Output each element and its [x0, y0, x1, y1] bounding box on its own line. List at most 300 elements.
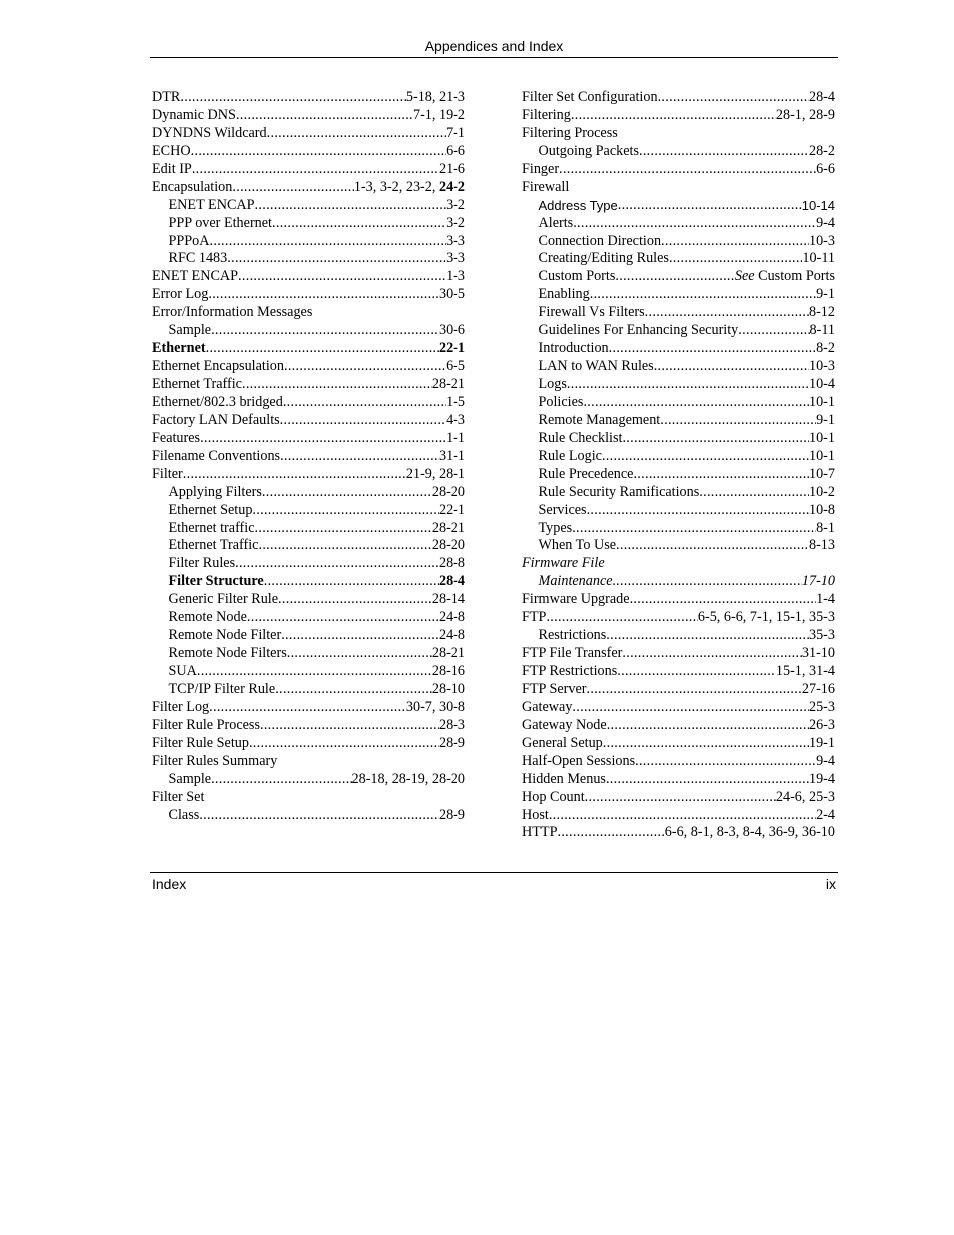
dot-leader: [618, 125, 835, 143]
index-term: Ethernet/802.3 bridged: [152, 393, 283, 410]
dot-leader: [622, 645, 802, 663]
index-term: Firmware Upgrade: [522, 591, 630, 608]
index-entry: [152, 233, 465, 251]
index-pages: [816, 215, 835, 233]
page-numbers: 28-2: [808, 142, 835, 159]
index-entry: [152, 484, 465, 502]
index-term: Outgoing Packets: [538, 142, 639, 159]
index-entry: [152, 268, 465, 286]
index-entry: [152, 322, 465, 340]
index-entry: [152, 627, 465, 645]
index-pages: [816, 286, 835, 304]
dot-leader: [572, 699, 809, 717]
index-pages: [446, 125, 465, 143]
page-numbers: 1-1: [446, 429, 465, 446]
page-numbers: 9-4: [816, 214, 835, 231]
index-entry: [522, 304, 835, 322]
page-numbers: 8-12: [808, 304, 835, 321]
index-entry: [522, 771, 835, 789]
index-pages: [816, 753, 835, 771]
index-entry: [522, 573, 835, 591]
dot-leader: [567, 376, 809, 394]
index-entry: [522, 627, 835, 645]
index-term: Gateway: [522, 698, 573, 715]
index-pages: [446, 268, 465, 286]
header-title: Appendices and Index: [424, 38, 564, 54]
index-term: Connection Direction: [538, 232, 662, 249]
index-pages: [446, 215, 465, 233]
index-term: DTR: [152, 89, 181, 105]
page-numbers: 30-5: [438, 286, 465, 303]
index-term: When To Use: [538, 537, 617, 554]
dot-leader: [617, 663, 776, 681]
dot-leader: [260, 717, 439, 735]
index-pages: [432, 537, 465, 555]
dot-leader: [572, 520, 816, 538]
index-term: Types: [538, 519, 573, 536]
index-pages: [439, 286, 465, 304]
index-term: Sample: [168, 322, 212, 339]
index-pages: [809, 699, 835, 717]
index-pages: [439, 555, 465, 573]
dot-leader: [602, 448, 809, 466]
index-pages: [439, 502, 465, 520]
dot-leader: [645, 304, 809, 322]
index-entry: [152, 699, 465, 717]
index-entry: [152, 591, 465, 609]
index-pages: [432, 484, 465, 502]
dot-leader: [658, 89, 809, 107]
dot-leader: [232, 179, 353, 197]
index-column-right: [522, 89, 835, 842]
index-term: Logs: [538, 376, 567, 392]
dot-leader: [280, 448, 439, 466]
index-pages: [809, 502, 835, 520]
index-entry: [152, 609, 465, 627]
page-numbers: 35-3: [808, 627, 835, 644]
page-numbers: 28-3: [438, 716, 465, 733]
index-entry: [152, 197, 465, 215]
index-term: Error Log: [152, 286, 209, 303]
page-numbers: 28-8: [438, 555, 465, 572]
index-pages: [776, 789, 835, 807]
dot-leader: [249, 735, 439, 753]
page-numbers: 19-4: [808, 770, 835, 787]
page-numbers: 28-20: [431, 483, 465, 500]
index-term: Filter Rules Summary: [152, 752, 278, 769]
index-entry: [522, 286, 835, 304]
index-term: General Setup: [522, 734, 603, 751]
index-pages: [802, 681, 835, 699]
dot-leader: [669, 250, 802, 268]
dot-leader: [235, 555, 439, 573]
dot-leader: [699, 484, 809, 502]
page-numbers: 1-4: [816, 591, 835, 608]
page-numbers: 28-9: [438, 806, 465, 823]
index-term: Policies: [538, 393, 584, 410]
dot-leader: [606, 771, 809, 789]
page-numbers: 7-1, 19-2: [412, 106, 465, 123]
dot-leader: [559, 161, 816, 179]
dot-leader: [211, 771, 351, 789]
index-pages: [439, 448, 465, 466]
index-entry: [152, 681, 465, 699]
index-entry: [152, 143, 465, 161]
index-pages: [439, 735, 465, 753]
footer-section-label: Index: [152, 876, 187, 892]
page-numbers: 9-1: [816, 286, 835, 303]
index-entry: [522, 394, 835, 412]
index-term: Firmware File: [522, 555, 605, 572]
index-pages: [446, 143, 465, 161]
index-term: FTP: [522, 609, 547, 626]
dot-leader: [208, 286, 439, 304]
page-numbers: 9-4: [816, 752, 835, 769]
index-pages: [816, 161, 835, 179]
index-pages: [809, 466, 835, 484]
dot-leader: [200, 430, 446, 448]
page-numbers: 19-1: [808, 734, 835, 751]
index-term: Remote Management: [538, 411, 661, 428]
index-entry: [522, 789, 835, 807]
index-column-left: [152, 89, 465, 824]
page-numbers: 6-6: [816, 160, 835, 177]
dot-leader: [280, 412, 446, 430]
index-term: Ethernet Traffic: [152, 376, 242, 392]
index-entry: [522, 179, 835, 197]
index-pages: [809, 448, 835, 466]
index-pages: [816, 412, 835, 430]
index-entry: [522, 215, 835, 233]
index-entry: [522, 125, 835, 143]
index-entry: [152, 555, 465, 573]
dot-leader: [660, 412, 816, 430]
index-pages: [439, 573, 465, 591]
dot-leader: [633, 466, 809, 484]
index-entry: [522, 412, 835, 430]
index-entry: [522, 484, 835, 502]
page-numbers: 28-16: [431, 663, 465, 679]
index-entry: [522, 250, 835, 268]
page-numbers: 21-9, 28-1: [405, 465, 465, 482]
page-numbers: 5-18, 21-3: [405, 89, 465, 105]
dot-leader: [236, 107, 413, 125]
index-term: Class: [168, 806, 200, 823]
index-entry: [152, 358, 465, 376]
index-term: Filter Rules: [168, 555, 236, 572]
index-entry: [522, 645, 835, 663]
index-term: Remote Node Filter: [168, 627, 282, 644]
index-term: PPP over Ethernet: [168, 214, 273, 231]
page-numbers: 10-2: [808, 483, 835, 500]
index-term: FTP File Transfer: [522, 645, 623, 662]
page-numbers: 8-2: [816, 340, 835, 357]
page-numbers: 22-1: [438, 501, 465, 518]
index-term: Host: [522, 806, 549, 823]
index-term: Custom Ports: [538, 268, 616, 285]
index-term: Rule Security Ramifications: [538, 483, 700, 500]
page-numbers: 6-6: [446, 142, 465, 159]
index-entry: [522, 753, 835, 771]
index-term: Encapsulation: [152, 178, 233, 195]
index-term: Generic Filter Rule: [168, 591, 279, 608]
index-entry: [522, 448, 835, 466]
index-entry: [152, 89, 465, 107]
index-term: Hop Count: [522, 788, 585, 805]
index-pages: [446, 250, 465, 268]
page-numbers: 10-3: [808, 232, 835, 249]
page-numbers-primary: 24-2: [438, 178, 465, 195]
index-term: Introduction: [538, 340, 609, 357]
dot-leader: [191, 143, 446, 161]
index-term: Ethernet traffic: [168, 519, 255, 536]
dot-leader: [272, 215, 446, 233]
index-pages: [432, 681, 465, 699]
dot-leader: [590, 286, 816, 304]
dot-leader: [615, 268, 735, 286]
page-numbers: 9-1: [816, 411, 835, 428]
page-numbers: 15-1, 31-4: [775, 663, 835, 679]
index-term: Filter Log: [152, 698, 210, 715]
dot-leader: [605, 555, 835, 573]
index-term: ENET ENCAP: [152, 268, 239, 285]
index-pages: [809, 376, 835, 394]
dot-leader: [583, 394, 809, 412]
page-numbers: 24-8: [438, 609, 465, 626]
dot-leader: [635, 753, 816, 771]
dot-leader: [587, 502, 809, 520]
dot-leader: [587, 681, 802, 699]
dot-leader: [264, 573, 439, 591]
index-term: HTTP: [522, 824, 558, 841]
page-numbers: 8-11: [809, 322, 835, 339]
dot-leader: [197, 663, 432, 681]
dot-leader: [267, 125, 446, 143]
page-numbers: 31-1: [438, 447, 465, 464]
page-numbers: 31-10: [801, 645, 835, 662]
index-entry: [152, 376, 465, 394]
index-entry: [152, 663, 465, 681]
page-numbers: 3-3: [446, 250, 465, 267]
index-term: Filter: [152, 465, 183, 482]
dot-leader: [585, 789, 776, 807]
index-pages: [446, 430, 465, 448]
index-entry: [522, 591, 835, 609]
index-pages: [776, 107, 835, 125]
page-numbers: 3-2: [446, 214, 465, 231]
dot-leader: [573, 215, 816, 233]
index-entry: [522, 322, 835, 340]
index-pages: [446, 233, 465, 251]
dot-leader: [255, 197, 447, 215]
index-term: Services: [538, 501, 587, 518]
page-numbers: 6-5: [446, 358, 465, 375]
index-term: FTP Restrictions: [522, 663, 618, 679]
index-term: Ethernet Setup: [168, 501, 253, 518]
index-entry: [522, 663, 835, 681]
dot-leader: [607, 717, 809, 735]
index-term: Dynamic DNS: [152, 106, 236, 123]
index-entry: [522, 537, 835, 555]
page-numbers: 7-1: [446, 124, 465, 141]
page-numbers: 4-3: [446, 411, 465, 428]
index-term: Firewall Vs Filters: [538, 304, 645, 321]
index-term: Remote Node: [168, 609, 247, 626]
index-entry: [522, 268, 835, 286]
page-numbers: 24-8: [438, 627, 465, 644]
index-entry: [152, 502, 465, 520]
index-pages: [446, 358, 465, 376]
index-pages: [432, 645, 465, 663]
index-pages: [406, 89, 465, 107]
dot-leader: [204, 789, 465, 807]
page-footer: [150, 872, 838, 892]
index-entry: [522, 824, 835, 842]
dot-leader: [258, 537, 431, 555]
index-entry: [152, 340, 465, 358]
index-term: Address Type: [538, 197, 618, 213]
page-numbers: 28-21: [431, 519, 465, 536]
page-numbers: 28-10: [431, 680, 465, 697]
see-reference: See: [734, 268, 755, 285]
index-entry: [152, 448, 465, 466]
index-pages: [439, 340, 465, 358]
page-numbers: 6-6, 8-1, 8-3, 8-4, 36-9, 36-10: [664, 824, 835, 841]
index-pages: [809, 358, 835, 376]
index-pages: [406, 699, 465, 717]
page-numbers: 22-1: [438, 340, 465, 357]
index-term: Ethernet Traffic: [168, 537, 259, 554]
index-term: PPPoA: [168, 232, 210, 249]
dot-leader: [277, 753, 465, 771]
index-term: Rule Precedence: [538, 465, 634, 482]
index-term: Remote Node Filters: [168, 645, 287, 662]
page-numbers: 27-16: [801, 680, 835, 697]
index-entry: [522, 520, 835, 538]
index-term: Ethernet: [152, 340, 206, 357]
dot-leader: [252, 502, 439, 520]
page-numbers: 28-4: [438, 573, 465, 590]
page-numbers: 25-3: [808, 698, 835, 715]
dot-leader: [284, 358, 446, 376]
page-numbers: 28-14: [431, 591, 465, 608]
index-entry: [522, 143, 835, 161]
index-pages: [809, 143, 835, 161]
index-term: Restrictions: [538, 627, 607, 644]
index-term: FTP Server: [522, 680, 587, 697]
page-numbers: 10-7: [808, 465, 835, 482]
page-numbers: 28-9: [438, 734, 465, 751]
index-entry: [522, 197, 835, 215]
index-term: SUA: [168, 663, 197, 679]
index-pages: [735, 268, 835, 286]
page-numbers: 1-5: [446, 393, 465, 410]
index-term: Features: [152, 429, 201, 446]
index-pages: [809, 89, 835, 107]
dot-leader: [278, 591, 432, 609]
index-pages: [809, 771, 835, 789]
page-numbers: 28-4: [808, 89, 835, 105]
dot-leader: [622, 430, 809, 448]
index-term: Filter Rule Setup: [152, 734, 249, 751]
dot-leader: [654, 358, 809, 376]
index-pages: [439, 609, 465, 627]
index-term: Half-Open Sessions: [522, 752, 636, 769]
page-numbers: 10-1: [808, 447, 835, 464]
page-numbers: 2-4: [816, 806, 835, 823]
page-numbers: 1-3: [446, 268, 465, 285]
index-entry: [152, 735, 465, 753]
dot-leader: [613, 573, 802, 591]
index-entry: [152, 394, 465, 412]
index-entry: [152, 250, 465, 268]
dot-leader: [571, 107, 776, 125]
index-entry: [152, 304, 465, 322]
dot-leader: [557, 824, 664, 842]
index-term: Filter Rule Process: [152, 716, 260, 733]
index-pages: [809, 717, 835, 735]
index-entry: [152, 125, 465, 143]
index-entry: [522, 107, 835, 125]
index-pages: [439, 627, 465, 645]
index-pages: [432, 663, 465, 681]
index-pages: [802, 645, 835, 663]
index-entry: [522, 681, 835, 699]
page-numbers: 21-6: [438, 160, 465, 177]
page-numbers: 1-3, 3-2, 23-2,: [353, 178, 439, 195]
dot-leader: [180, 89, 406, 107]
page-numbers: 30-7, 30-8: [405, 698, 465, 715]
index-entry: [522, 807, 835, 825]
index-pages: [354, 179, 465, 197]
index-entry: [152, 573, 465, 591]
index-entry: [522, 161, 835, 179]
page-numbers: 8-13: [808, 537, 835, 554]
index-pages: [439, 717, 465, 735]
index-pages: [816, 807, 835, 825]
page-numbers: 10-14: [801, 197, 835, 213]
page-numbers: 10-3: [808, 358, 835, 375]
index-term: Factory LAN Defaults: [152, 411, 280, 428]
index-term: Enabling: [538, 286, 590, 303]
page-numbers: 28-18, 28-19, 28-20: [351, 770, 465, 787]
footer-page-number: ix: [825, 876, 836, 892]
index-entry: [152, 215, 465, 233]
dot-leader: [275, 681, 432, 699]
dot-leader: [262, 484, 432, 502]
index-pages: [432, 591, 465, 609]
dot-leader: [616, 537, 809, 555]
index-term: Filter Structure: [168, 573, 264, 590]
dot-leader: [661, 233, 809, 251]
dot-leader: [255, 520, 432, 538]
index-entry: [152, 645, 465, 663]
index-entry: [522, 340, 835, 358]
index-entry: [522, 502, 835, 520]
index-entry: [152, 430, 465, 448]
dot-leader: [242, 376, 432, 394]
dot-leader: [549, 807, 816, 825]
page-numbers: 30-6: [438, 322, 465, 339]
page-numbers: 28-20: [431, 537, 465, 554]
dot-leader: [238, 268, 446, 286]
index-term: Rule Checklist: [538, 429, 623, 446]
index-pages: [776, 663, 835, 681]
page-numbers: 26-3: [808, 716, 835, 733]
page-numbers: 17-10: [801, 573, 835, 590]
index-pages: [698, 609, 835, 627]
page-numbers: 10-1: [808, 429, 835, 446]
